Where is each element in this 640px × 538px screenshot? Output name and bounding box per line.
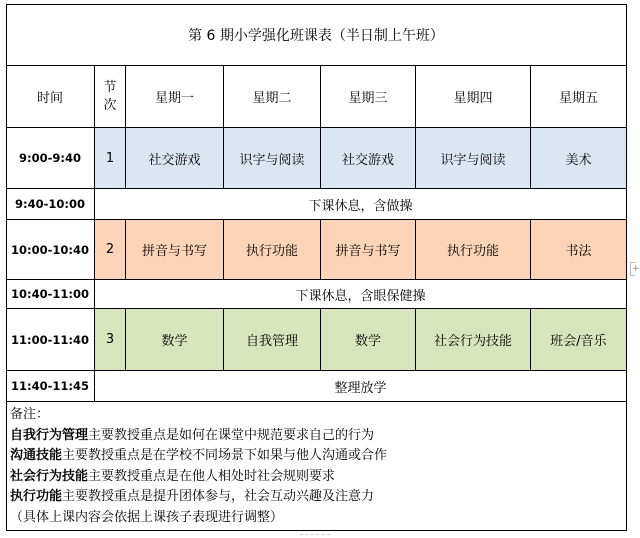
time-cell: 11:00-11:40 bbox=[6, 309, 95, 371]
note-text: 主要教授重点是如何在课堂中规范要求自己的行为 bbox=[88, 427, 375, 443]
schedule-table bbox=[6, 4, 627, 531]
note-item bbox=[10, 446, 627, 467]
note-term: 执行功能 bbox=[10, 489, 63, 504]
class-cell: 社交游戏 bbox=[321, 128, 416, 189]
class-cell: 社会行为技能 bbox=[416, 309, 531, 371]
resize-handle[interactable]: + bbox=[632, 264, 640, 274]
class-cell: 识字与阅读 bbox=[416, 128, 531, 189]
header-day: 星期二 bbox=[224, 66, 321, 128]
class-cell: 执行功能 bbox=[416, 220, 531, 280]
header-day: 星期五 bbox=[531, 66, 627, 128]
note-text: 主要教授重点是提升团体参与，社会互动兴趣及注意力 bbox=[62, 489, 375, 504]
class-cell: 数学 bbox=[126, 309, 224, 371]
break-cell: 下课休息，含眼保健操 bbox=[95, 280, 627, 309]
class-cell: 拼音与书写 bbox=[321, 220, 416, 280]
notes-section bbox=[6, 402, 627, 531]
time-cell: 10:40-11:00 bbox=[6, 280, 95, 309]
notes-heading: 备注： bbox=[10, 407, 50, 422]
time-cell: 10:00-10:40 bbox=[6, 220, 95, 280]
class-cell: 书法 bbox=[531, 220, 627, 280]
note-term: 社会行为技能 bbox=[10, 468, 89, 484]
class-cell: 识字与阅读 bbox=[224, 128, 321, 189]
time-cell: 9:40-10:00 bbox=[6, 189, 95, 220]
note-item bbox=[10, 426, 627, 447]
period-cell: 2 bbox=[95, 220, 126, 280]
note-term: 自我行为管理 bbox=[10, 427, 89, 443]
header-day: 星期四 bbox=[416, 66, 531, 128]
class-cell: 班会/音乐 bbox=[531, 309, 627, 371]
header-time: 时间 bbox=[6, 66, 95, 128]
class-cell: 拼音与书写 bbox=[126, 220, 224, 280]
table-title: 第 6 期小学强化班课表（半日制上午班） bbox=[6, 4, 627, 66]
header-period-label: 节次 bbox=[103, 79, 117, 113]
header-period bbox=[95, 66, 126, 128]
class-cell: 社交游戏 bbox=[126, 128, 224, 189]
class-cell: 美术 bbox=[531, 128, 627, 189]
period-cell: 3 bbox=[95, 309, 126, 371]
class-cell: 自我管理 bbox=[224, 309, 321, 371]
note-text: 主要教授重点是在他人相处时社会规则要求 bbox=[88, 468, 336, 484]
class-cell: 数学 bbox=[321, 309, 416, 371]
page-divider bbox=[300, 534, 330, 535]
class-cell: 执行功能 bbox=[224, 220, 321, 280]
note-text: 主要教授重点是在学校不同场景下如果与他人沟通或合作 bbox=[62, 448, 388, 463]
note-item bbox=[10, 487, 627, 508]
notes-footer: （具体上课内容会依据上课孩子表现进行调整） bbox=[10, 509, 284, 525]
note-term: 沟通技能 bbox=[10, 448, 63, 463]
header-day: 星期三 bbox=[321, 66, 416, 128]
note-item bbox=[10, 467, 627, 488]
period-cell: 1 bbox=[95, 128, 126, 189]
break-cell: 下课休息，含做操 bbox=[95, 189, 627, 220]
time-cell: 11:40-11:45 bbox=[6, 371, 95, 402]
header-day: 星期一 bbox=[126, 66, 224, 128]
time-cell: 9:00-9:40 bbox=[6, 128, 95, 189]
break-cell: 整理放学 bbox=[95, 371, 627, 402]
